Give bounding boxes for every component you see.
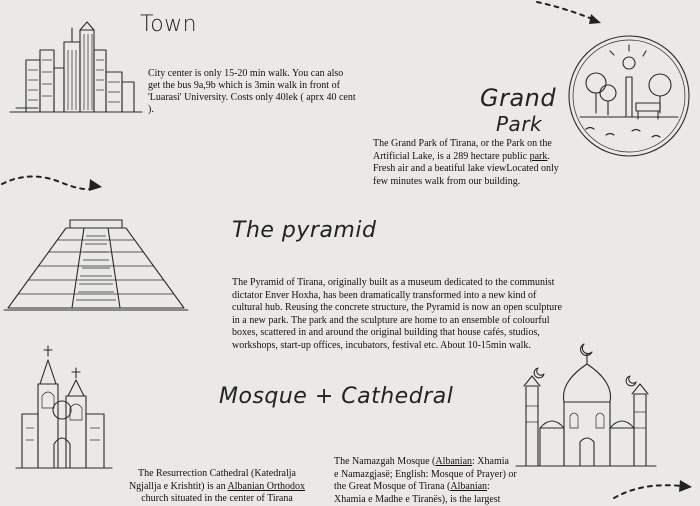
park-link[interactable]: park [530, 151, 548, 162]
mosque-line-1-a: The Namazgah Mosque ( [334, 456, 435, 467]
city-skyline-illustration [8, 20, 148, 115]
mosque-line-2: e Namazgjasë; English: Mosque of Prayer) or [334, 469, 564, 482]
pyramid-description: The Pyramid of Tirana, originally built as a museum dedicated to the communist dictator Enver Hoxha, has been dramatically transformed into a new kind of cultural hub. Reusing the concrete structure, the Pyramid is now an open sculpture in a new park. The park and the sculpture are home to an ensemble of colourful boxes, scattered in and around the original building that house cafés, studios, workshops, start-up offices, incubators, festival etc. About 10-15min walk. [232, 277, 562, 352]
mosque-line-3-a: the Great Mosque of Tirana ( [334, 481, 450, 492]
park-text-before: The Grand Park of Tirana, or the Park on the Artificial Lake, is a 289 hectare public [373, 138, 552, 162]
park-circle-illustration [566, 33, 692, 159]
pyramid-title: The pyramid [232, 218, 376, 243]
cathedral-line-2-text: Ngjallja e Krishtit) is an [129, 481, 228, 492]
park-text-after: . Fresh air and a beatiful lake viewLocated only few minutes walk from our building. [373, 151, 559, 187]
mosque-illustration [510, 342, 660, 472]
cathedral-orthodox-link[interactable]: Albanian Orthodox [228, 481, 306, 492]
dashed-arrow-bottom [612, 476, 700, 500]
cathedral-line-3: church situated in the center of Tirana [92, 493, 342, 506]
cathedral-line-1: The Resurrection Cathedral (Katedralja [92, 468, 342, 481]
park-description [373, 138, 569, 188]
mosque-line-1-b: : Xhamia [472, 456, 509, 467]
mosque-line-3-b: : [487, 481, 490, 492]
mosque-albanian-link-2[interactable]: Albanian [450, 481, 487, 492]
dashed-arrow-left [0, 170, 110, 200]
mosque-description [334, 456, 564, 506]
cathedral-line-2 [92, 481, 342, 494]
town-description: City center is only 15-20 min walk. You can also get the bus 9a,9b which is 3min walk in front of 'Luarasi' University. Costs only 40lek ( aprx 40 cent ). [148, 68, 356, 116]
cathedral-illustration [16, 344, 116, 470]
park-title-line2: Park [496, 112, 542, 136]
mosque-line-3 [334, 481, 564, 494]
pyramid-illustration [2, 216, 192, 316]
mosque-line-1 [334, 456, 564, 469]
mosque-line-4: Xhamia e Madhe e Tiranës), is the largest [334, 494, 564, 506]
dashed-arrow-top [535, 0, 610, 30]
town-title: Town [140, 12, 197, 37]
mosque-cathedral-title: Mosque + Cathedral [219, 384, 453, 409]
mosque-albanian-link-1[interactable]: Albanian [435, 456, 472, 467]
park-title-line1: Grand [480, 84, 556, 112]
